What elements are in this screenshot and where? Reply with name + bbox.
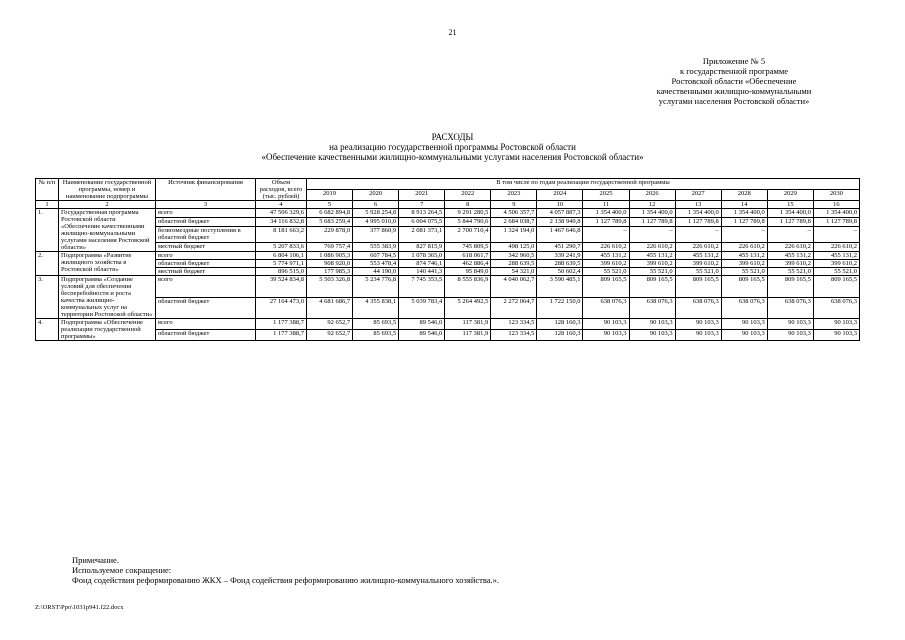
note-label: Примечание. — [72, 555, 119, 565]
value-cell: 745 809,5 — [445, 243, 491, 252]
value-cell: 2 700 710,4 — [445, 226, 491, 243]
column-number: 16 — [813, 201, 859, 209]
value-cell: 5 683 259,4 — [307, 217, 353, 226]
expenses-table — [35, 178, 860, 341]
title-line: РАСХОДЫ — [431, 132, 474, 142]
value-cell: 1 354 400,0 — [675, 209, 721, 218]
value-cell: 4 995 010,0 — [353, 217, 399, 226]
value-cell: – — [767, 226, 813, 243]
table-row — [36, 319, 860, 330]
value-cell: 90 103,3 — [721, 330, 767, 341]
value-cell: 55 521,0 — [675, 268, 721, 276]
header-year: 2021 — [399, 190, 445, 201]
value-cell: 226 610,2 — [721, 243, 767, 252]
header-year: 2025 — [583, 190, 629, 201]
value-cell: 2 684 038,7 — [491, 217, 537, 226]
value-cell: – — [721, 226, 767, 243]
value-cell: 90 103,3 — [721, 319, 767, 330]
value-cell: 1 354 400,0 — [721, 209, 767, 218]
value-cell: 2 138 949,8 — [537, 217, 583, 226]
value-cell: 809 165,5 — [767, 276, 813, 298]
value-cell: 92 652,7 — [307, 319, 353, 330]
column-number: 9 — [491, 201, 537, 209]
value-cell: 4 057 887,3 — [537, 209, 583, 218]
funding-source: всего — [156, 209, 256, 218]
value-cell: 85 693,5 — [353, 319, 399, 330]
value-cell: 1 078 365,0 — [399, 252, 445, 260]
value-cell: – — [813, 226, 859, 243]
column-number: 14 — [721, 201, 767, 209]
column-number: 7 — [399, 201, 445, 209]
value-cell: 342 960,5 — [491, 252, 537, 260]
header-year: 2028 — [721, 190, 767, 201]
value-cell: 3 590 485,1 — [537, 276, 583, 298]
program-name: Подпрограмма «Обеспечение реализации государственной программы» — [59, 319, 156, 341]
value-cell: 638 076,3 — [721, 297, 767, 319]
table-row — [36, 276, 860, 298]
value-cell: – — [583, 226, 629, 243]
program-name: Подпрограмма «Развитие жилищного хозяйства в Ростовской области» — [59, 252, 156, 276]
value-cell: 2 272 064,7 — [491, 297, 537, 319]
value-cell: 1 354 400,0 — [813, 209, 859, 218]
table-row — [36, 268, 860, 276]
column-number: 11 — [583, 201, 629, 209]
column-number: 3 — [156, 201, 256, 209]
value-cell: 226 610,2 — [675, 243, 721, 252]
value-cell: 90 103,3 — [583, 319, 629, 330]
header-year: 2023 — [491, 190, 537, 201]
column-number: 12 — [629, 201, 675, 209]
value-cell: 1 177 388,7 — [256, 330, 307, 341]
column-number: 8 — [445, 201, 491, 209]
value-cell: 2 081 373,1 — [399, 226, 445, 243]
header-year: 2022 — [445, 190, 491, 201]
value-cell: 399 610,2 — [721, 260, 767, 268]
value-cell: 462 886,4 — [445, 260, 491, 268]
funding-source: областной бюджет — [156, 217, 256, 226]
value-cell: 90 103,3 — [583, 330, 629, 341]
table-row — [36, 260, 860, 268]
value-cell: 8 181 663,2 — [256, 226, 307, 243]
column-number: 10 — [537, 201, 583, 209]
value-cell: 1 127 789,8 — [675, 217, 721, 226]
value-cell: 809 165,5 — [629, 276, 675, 298]
value-cell: 8 913 264,5 — [399, 209, 445, 218]
value-cell: 1 354 400,0 — [629, 209, 675, 218]
header-by-year: В том числе по годам реализации государственной программы — [307, 179, 860, 190]
value-cell: 1 127 789,8 — [721, 217, 767, 226]
header-year: 2027 — [675, 190, 721, 201]
title-line: на реализацию государственной программы Ростовской области — [329, 142, 576, 152]
value-cell: 90 103,3 — [675, 330, 721, 341]
value-cell: 229 878,0 — [307, 226, 353, 243]
value-cell: 5 039 783,4 — [399, 297, 445, 319]
column-number: 1 — [36, 201, 59, 209]
value-cell: 1 354 400,0 — [583, 209, 629, 218]
value-cell: 827 815,9 — [399, 243, 445, 252]
value-cell: 1 324 194,0 — [491, 226, 537, 243]
value-cell: 638 076,3 — [675, 297, 721, 319]
program-name: Государственная программа Ростовской области «Обеспечение качественными жилищно-коммунальными услугами населения Ростовской области» — [59, 209, 156, 252]
funding-source: всего — [156, 276, 256, 298]
value-cell: 607 784,5 — [353, 252, 399, 260]
funding-source: областной бюджет — [156, 297, 256, 319]
value-cell: 55 521,0 — [629, 268, 675, 276]
value-cell: 27 164 473,0 — [256, 297, 307, 319]
value-cell: 455 131,2 — [721, 252, 767, 260]
header-year: 2019 — [307, 190, 353, 201]
value-cell: 92 652,7 — [307, 330, 353, 341]
value-cell: 809 165,5 — [813, 276, 859, 298]
value-cell: 1 086 905,3 — [307, 252, 353, 260]
value-cell: 908 920,0 — [307, 260, 353, 268]
note-abbr: Используемое сокращение: — [72, 565, 172, 575]
value-cell: 399 610,2 — [583, 260, 629, 268]
value-cell: 1 354 400,0 — [767, 209, 813, 218]
value-cell: 85 693,5 — [353, 330, 399, 341]
column-number: 5 — [307, 201, 353, 209]
value-cell: – — [629, 226, 675, 243]
row-number: 3. — [36, 276, 59, 319]
value-cell: 90 103,3 — [629, 319, 675, 330]
column-number: 13 — [675, 201, 721, 209]
table-row — [36, 252, 860, 260]
value-cell: 39 524 834,8 — [256, 276, 307, 298]
value-cell: 1 177 388,7 — [256, 319, 307, 330]
value-cell: 1 722 150,0 — [537, 297, 583, 319]
header-year: 2026 — [629, 190, 675, 201]
column-number: 4 — [256, 201, 307, 209]
header-total: Объем расходов, всего (тыс. рублей) — [256, 179, 307, 201]
value-cell: 399 610,2 — [813, 260, 859, 268]
value-cell: 55 521,0 — [813, 268, 859, 276]
value-cell: 54 321,0 — [491, 268, 537, 276]
program-name: Подпрограмма «Создание условий для обеспечения бесперебойности и роста качества жилищно-коммунальных услуг на территории Ростовской области» — [59, 276, 156, 319]
table-row — [36, 209, 860, 218]
value-cell: 638 076,3 — [583, 297, 629, 319]
value-cell: 6 682 894,8 — [307, 209, 353, 218]
value-cell: 399 610,2 — [629, 260, 675, 268]
page-number: 21 — [448, 28, 457, 37]
note-block — [72, 555, 499, 585]
value-cell: 226 610,2 — [767, 243, 813, 252]
value-cell: 123 334,5 — [491, 319, 537, 330]
value-cell: 90 103,3 — [629, 330, 675, 341]
value-cell: 90 103,3 — [813, 319, 859, 330]
value-cell: 288 639,5 — [537, 260, 583, 268]
table-row — [36, 243, 860, 252]
value-cell: 288 639,5 — [491, 260, 537, 268]
value-cell: 451 290,7 — [537, 243, 583, 252]
value-cell: 809 165,5 — [583, 276, 629, 298]
value-cell: 1 127 789,8 — [767, 217, 813, 226]
value-cell: 226 610,2 — [813, 243, 859, 252]
value-cell: 95 849,0 — [445, 268, 491, 276]
value-cell: 226 610,2 — [629, 243, 675, 252]
value-cell: 177 985,3 — [307, 268, 353, 276]
value-cell: 90 103,3 — [813, 330, 859, 341]
value-cell: 5 928 254,8 — [353, 209, 399, 218]
value-cell: 498 125,0 — [491, 243, 537, 252]
value-cell: 769 757,4 — [307, 243, 353, 252]
value-cell: 5 207 833,6 — [256, 243, 307, 252]
value-cell: 117 381,9 — [445, 330, 491, 341]
value-cell: 6 804 106,1 — [256, 252, 307, 260]
header-name: Наименование государственной программы, номер и наименование подпрограммы — [59, 179, 156, 201]
value-cell: 4 355 838,1 — [353, 297, 399, 319]
value-cell: 455 131,2 — [675, 252, 721, 260]
appendix-line: качественными жилищно-коммунальными — [656, 86, 812, 96]
appendix-line: услугами населения Ростовской области» — [658, 96, 810, 106]
value-cell: 6 004 075,5 — [399, 217, 445, 226]
value-cell: 90 103,3 — [767, 330, 813, 341]
value-cell: 1 127 789,8 — [813, 217, 859, 226]
column-number: 2 — [59, 201, 156, 209]
value-cell: 638 076,3 — [629, 297, 675, 319]
value-cell: 455 131,2 — [583, 252, 629, 260]
note-text: Фонд содействия реформированию ЖКХ – Фонд содействия реформированию жилищно-коммунального хозяйства.». — [72, 575, 500, 585]
header-year: 2020 — [353, 190, 399, 201]
funding-source: всего — [156, 319, 256, 330]
value-cell: 5 234 776,8 — [353, 276, 399, 298]
value-cell: 555 383,9 — [353, 243, 399, 252]
value-cell: 874 746,1 — [399, 260, 445, 268]
value-cell: 140 441,3 — [399, 268, 445, 276]
value-cell: 455 131,2 — [767, 252, 813, 260]
value-cell: 896 515,0 — [256, 268, 307, 276]
value-cell: 5 774 971,1 — [256, 260, 307, 268]
column-number: 6 — [353, 201, 399, 209]
value-cell: 55 521,0 — [583, 268, 629, 276]
table-row — [36, 297, 860, 319]
value-cell: 9 291 280,5 — [445, 209, 491, 218]
value-cell: 55 521,0 — [721, 268, 767, 276]
value-cell: 226 610,2 — [583, 243, 629, 252]
value-cell: 4 681 686,7 — [307, 297, 353, 319]
value-cell: 553 478,4 — [353, 260, 399, 268]
value-cell: 128 160,3 — [537, 319, 583, 330]
value-cell: 4 040 062,7 — [491, 276, 537, 298]
value-cell: 638 076,3 — [813, 297, 859, 319]
appendix-header — [619, 56, 849, 106]
value-cell: 47 506 329,6 — [256, 209, 307, 218]
table-row — [36, 330, 860, 341]
funding-source: областной бюджет — [156, 260, 256, 268]
value-cell: 34 116 832,8 — [256, 217, 307, 226]
value-cell: 89 546,0 — [399, 319, 445, 330]
value-cell: 638 076,3 — [767, 297, 813, 319]
value-cell: – — [675, 226, 721, 243]
table-row — [36, 217, 860, 226]
document-title — [0, 132, 905, 162]
header-year: 2030 — [813, 190, 859, 201]
value-cell: 1 127 789,8 — [629, 217, 675, 226]
table-row — [36, 226, 860, 243]
funding-source: всего — [156, 252, 256, 260]
value-cell: 399 610,2 — [767, 260, 813, 268]
value-cell: 55 521,0 — [767, 268, 813, 276]
value-cell: 618 061,7 — [445, 252, 491, 260]
row-number: 2. — [36, 252, 59, 276]
row-number: 4. — [36, 319, 59, 341]
funding-source: местный бюджет — [156, 268, 256, 276]
value-cell: 455 131,2 — [813, 252, 859, 260]
value-cell: 90 103,3 — [767, 319, 813, 330]
funding-source: безвозмездные поступления в областной бюджет — [156, 226, 256, 243]
appendix-line: Приложение № 5 — [702, 56, 766, 66]
header-num: № п/п — [36, 179, 59, 201]
value-cell: 5 264 492,5 — [445, 297, 491, 319]
value-cell: 89 546,0 — [399, 330, 445, 341]
header-source: Источник финансирования — [156, 179, 256, 201]
header-year: 2029 — [767, 190, 813, 201]
value-cell: 117 381,9 — [445, 319, 491, 330]
title-line: «Обеспечение качественными жилищно-коммунальными услугами населения Ростовской области» — [261, 152, 644, 162]
value-cell: 4 506 357,7 — [491, 209, 537, 218]
value-cell: 8 555 836,9 — [445, 276, 491, 298]
value-cell: 90 103,3 — [675, 319, 721, 330]
value-cell: 455 131,2 — [629, 252, 675, 260]
value-cell: 7 745 353,5 — [399, 276, 445, 298]
value-cell: 1 127 789,8 — [583, 217, 629, 226]
value-cell: 399 610,2 — [675, 260, 721, 268]
value-cell: 50 602,4 — [537, 268, 583, 276]
row-number: 1. — [36, 209, 59, 252]
value-cell: 339 241,9 — [537, 252, 583, 260]
value-cell: 5 844 790,6 — [445, 217, 491, 226]
value-cell: 128 160,3 — [537, 330, 583, 341]
value-cell: 5 503 326,8 — [307, 276, 353, 298]
appendix-line: Ростовской области «Обеспечение — [671, 76, 797, 86]
header-year: 2024 — [537, 190, 583, 201]
value-cell: 44 190,0 — [353, 268, 399, 276]
funding-source: местный бюджет — [156, 243, 256, 252]
value-cell: 809 165,5 — [721, 276, 767, 298]
funding-source: областной бюджет — [156, 330, 256, 341]
value-cell: 123 334,5 — [491, 330, 537, 341]
file-path: Z:\ORST\Ppo\1031p941.f22.docx — [35, 604, 124, 611]
value-cell: 377 860,9 — [353, 226, 399, 243]
value-cell: 1 467 646,8 — [537, 226, 583, 243]
value-cell: 809 165,5 — [675, 276, 721, 298]
appendix-line: к государственной программе — [679, 66, 789, 76]
column-number: 15 — [767, 201, 813, 209]
